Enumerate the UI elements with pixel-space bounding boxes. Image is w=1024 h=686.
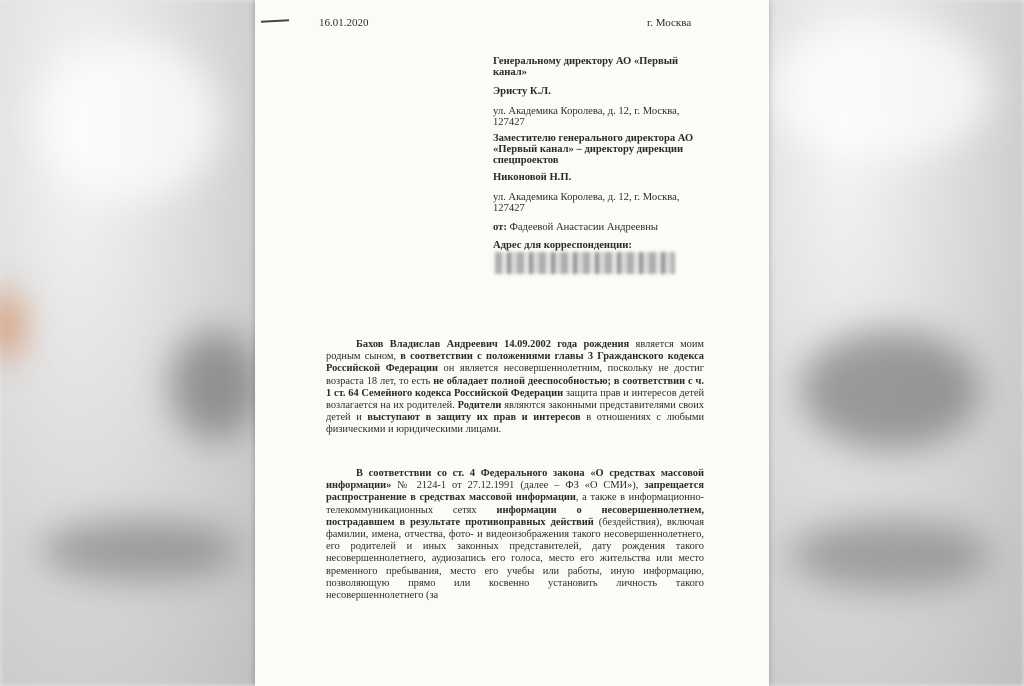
paragraph-1 xyxy=(326,339,704,437)
text-run: является моим родным сыном, xyxy=(326,339,704,363)
sender-name: Фадеевой Анастасии Андреевны xyxy=(509,222,659,233)
recipient-1-name: Эристу К.Л. xyxy=(493,86,551,97)
sender-label: от: xyxy=(493,222,507,233)
recipient-2-title: Заместителю генерального директора АО «Первый канал» – директору дирекции спецпроектов xyxy=(493,133,694,166)
text-run: № 2124-1 от 27.12.1991 (далее – ФЗ «О СМИ»), xyxy=(391,480,645,492)
text-run: (бездействия), включая фамилии, имена, отчества, фото- и видеоизображения такого несовершеннолетнего, его родителей и иных законных представителей, дату рождения такого несовершеннолетнего, аудиозапись его голоса, место его жительства или место временного пребывания, место его учебы или работы, иную информацию, позволяющую прямо или косвенно установить личность такого несовершеннолетнего (за xyxy=(326,516,704,602)
text-run: Бахов Владислав Андреевич 14.09.2002 года рождения xyxy=(356,339,630,350)
text-run: не обладает полной дееспособностью; в соответствии с ч. 1 ст. 64 Семейного кодекса Российской Федерации xyxy=(326,375,704,399)
correspondence-label: Адрес для корреспонденции: xyxy=(493,240,632,251)
text-run: , а также в информационно-телекоммуникационных сетях xyxy=(326,492,704,516)
document-page xyxy=(255,0,769,686)
recipient-1-address: ул. Академика Королева, д. 12, г. Москва, 127427 xyxy=(493,106,680,128)
text-run: выступают в защиту их прав и интересов xyxy=(367,412,581,424)
text-run: информации о несовершеннолетнем, пострадавшем в результате противоправных действий xyxy=(326,504,704,528)
text-run: защита прав и интересов детей возлагается на их родителей. xyxy=(326,387,704,412)
text-run: в отношениях с любыми физическими и юридическими лицами. xyxy=(326,412,705,436)
text-run: В соответствии со ст. 4 Федерального закона «О средствах массовой информации» xyxy=(326,468,704,492)
recipient-2-address: ул. Академика Королева, д. 12, г. Москва, 127427 xyxy=(493,192,680,214)
redacted-address xyxy=(495,252,675,274)
text-run: являются законными представителями своих детей и xyxy=(326,400,704,424)
text-run: в соответствии с положениями главы 3 Гражданского кодекса Российской Федерации xyxy=(326,351,705,375)
sender-line xyxy=(493,222,698,233)
recipient-1-title: Генеральному директору АО «Первый канал» xyxy=(493,56,679,78)
text-run: он является несовершеннолетним, поскольку не достиг возраста 18 лет, то есть xyxy=(326,363,704,387)
paragraph-2 xyxy=(326,468,704,602)
recipient-2-name: Никоновой Н.П. xyxy=(493,172,572,183)
document-date: 16.01.2020 xyxy=(319,17,369,29)
text-run: Родители xyxy=(457,400,502,412)
pen-mark xyxy=(261,19,289,22)
text-run: запрещается распространение в средствах массовой информации xyxy=(326,480,704,504)
document-city: г. Москва xyxy=(647,17,692,29)
